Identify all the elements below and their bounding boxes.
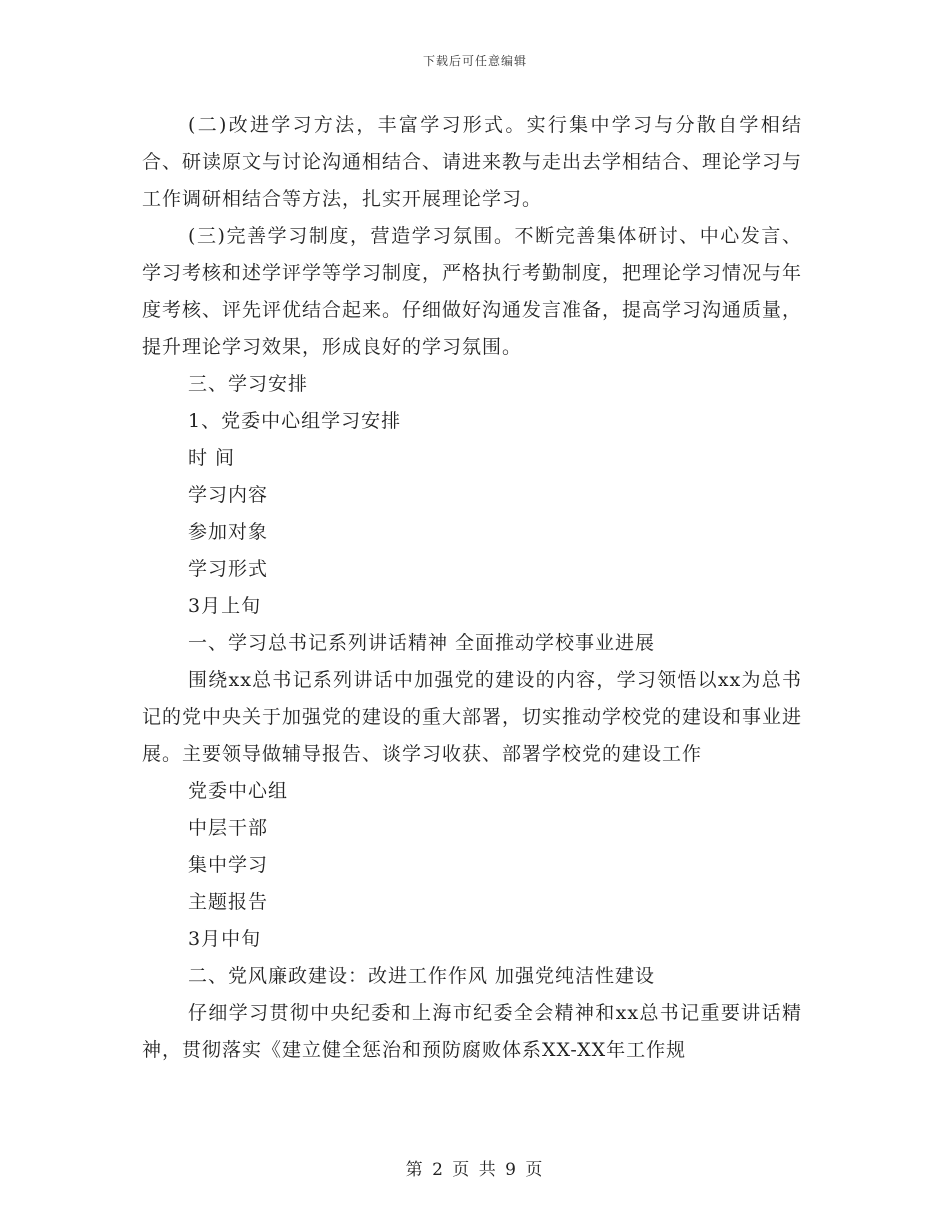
- participant-committee: 党委中心组: [188, 780, 289, 802]
- paragraph-improve-system: (三)完善学习制度，营造学习氛围。不断完善集体研讨、中心发言、学习考核和述学评学等学习制度，严格执行考勤制度，把理论学习情况与年度考核、评先评优结合起来。仔细做好沟通发言准备，提高学习沟通质量，提升理论学习效果，形成良好的学习氛围。: [142, 225, 803, 358]
- table-header-content: 学习内容: [188, 484, 269, 506]
- subheading-committee-arrangement: 1、党委中心组学习安排: [188, 410, 402, 432]
- schedule-topic-one: 一、学习总书记系列讲话精神 全面推动学校事业进展: [188, 632, 656, 654]
- schedule-time-early-march: 3月上旬: [188, 595, 262, 617]
- document-body: [142, 107, 802, 1069]
- schedule-topic-two: 二、党风廉政建设：改进工作作风 加强党纯洁性建设: [188, 965, 656, 987]
- page-header-note: 下载后可任意编辑: [422, 54, 527, 68]
- table-header-participants: 参加对象: [188, 521, 269, 543]
- form-collective-study: 集中学习: [188, 854, 269, 876]
- schedule-description-two: 仔细学习贯彻中央纪委和上海市纪委全会精神和xx总书记重要讲话精神，贯彻落实《建立健全惩治和预防腐败体系XX-XX年工作规: [142, 1002, 802, 1061]
- table-header-form: 学习形式: [188, 558, 269, 580]
- section-heading-arrangement: 三、学习安排: [188, 373, 309, 395]
- paragraph-improve-methods: (二)改进学习方法，丰富学习形式。实行集中学习与分散自学相结合、研读原文与讨论沟通相结合、请进来教与走出去学相结合、理论学习与工作调研相结合等方法，扎实开展理论学习。: [142, 114, 803, 210]
- form-theme-report: 主题报告: [188, 891, 269, 913]
- schedule-description-one: 围绕xx总书记系列讲话中加强党的建设的内容，学习领悟以xx为总书记的党中央关于加强党的建设的重大部署，切实推动学校党的建设和事业进展。主要领导做辅导报告、谈学习收获、部署学校党的建设工作: [142, 669, 803, 765]
- participant-middle-cadres: 中层干部: [188, 817, 269, 839]
- page-number-footer: 第 2 页 共 9 页: [405, 1160, 545, 1180]
- schedule-time-mid-march: 3月中旬: [188, 928, 262, 950]
- table-header-time: 时 间: [188, 447, 236, 469]
